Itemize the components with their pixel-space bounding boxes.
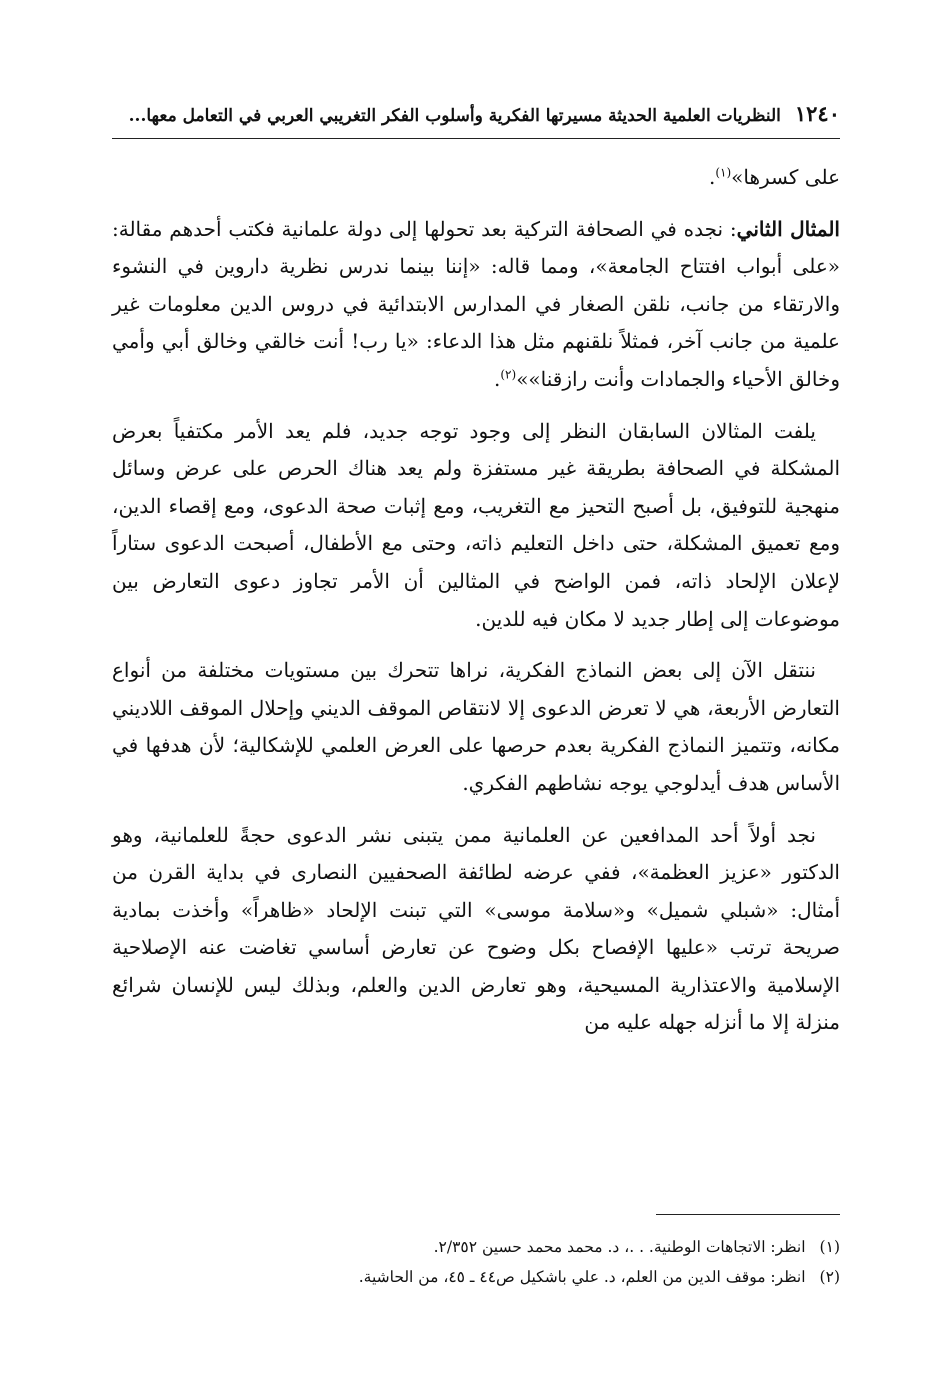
paragraph-example-two: [112, 211, 840, 399]
paragraph-end: .: [708, 165, 716, 189]
running-title: النظريات العلمية الحديثة مسيرتها الفكرية وأسلوب الفكر التغريبي العربي في التعامل معها...: [128, 106, 781, 126]
running-header: [112, 96, 840, 139]
footnote: [112, 1232, 840, 1262]
footnote-separator: [656, 1214, 840, 1215]
example-heading: المثال الثاني: [736, 216, 840, 241]
footnote-ref-1: (١): [715, 165, 732, 180]
paragraph-text: : نجده في الصحافة التركية بعد تحولها إلى دولة علمانية فكتب أحدهم مقالة: «على أبواب افتتاح الجامعة»، ومما قاله: «إننا بينما ندرس نظرية داروين في النشوء والارتقاء من جانب، نلقن الصغار في المدارس الابتدائية في دروس الدين معلومات غير علمية من جانب آخر، فمثلاً نلقنهم مثل هذا الدعاء: «يا رب! أنت خالقي وخالق أبي وأمي وخالق الأحياء والجمادات وأنت رازقنا»»: [112, 216, 840, 391]
footnote-text: انظر: الاتجاهات الوطنية. . .، د. محمد محمد حسين ٢/٣٥٢.: [433, 1238, 806, 1256]
paragraph-text: على كسرها»: [731, 165, 840, 189]
footnote-number: (٢): [819, 1268, 840, 1286]
footnote: [112, 1262, 840, 1292]
footnote-number: (١): [819, 1238, 840, 1256]
paragraph: يلفت المثالان السابقان النظر إلى وجود توجه جديد، فلم يعد الأمر مكتفياً بعرض المشكلة في الصحافة بطريقة غير مستفزة ولم يعد هناك الحرص على عرض وسائل منهجية للتوفيق، بل أصبح التحيز مع التغريب، ومع إثبات صحة الدعوى، ومع إقصاء الدين، ومع تعميق المشكلة، حتى داخل التعليم ذاته، وحتى مع الأطفال، أصبحت الدعوى ستاراً لإعلان الإلحاد ذاته، فمن الواضح في المثالين أن الأمر تجاوز دعوى التعارض بين موضوعات إلى إطار جديد لا مكان فيه للدين.: [112, 418, 840, 631]
footnotes: [112, 1232, 840, 1292]
paragraph: ننتقل الآن إلى بعض النماذج الفكرية، نراها تتحرك بين مستويات مختلفة من أنواع التعارض الأربعة، هي لا تعرض الدعوى إلا لانتقاص الموقف الديني وإحلال الموقف اللاديني مكانه، وتتميز النماذج الفكرية بعدم حرصها على العرض العلمي للإشكالية؛ لأن هدفها في الأساس هدف أيدلوجي يوجه نشاطهم الفكري.: [112, 658, 840, 795]
paragraph-continuation: [112, 159, 840, 197]
footnote-text: انظر: موقف الدين من العلم، د. علي باشكيل ص٤٤ ـ ٤٥، من الحاشية.: [358, 1268, 806, 1286]
body-text: [112, 159, 840, 1042]
paragraph: نجد أولاً أحد المدافعين عن العلمانية ممن يتبنى نشر الدعوى حجةً للعلمانية، وهو الدكتور «عزيز العظمة»، ففي عرضه لطائفة الصحفيين النصارى في بداية القرن من أمثال: «شبلي شميل» و«سلامة موسى» التي تبنت الإلحاد «ظاهراً» وأخذت بمادية صريحة ترتب «عليها الإفصاح بكل وضوح عن تعارض أساسي تغاضت عنه الإصلاحية الإسلامية والاعتذارية المسيحية، وهو تعارض الدين والعلم، وبذلك ليس للإنسان شرائع منزلة إلا ما أنزله جهله عليه من: [112, 822, 840, 1035]
page-number: ١٢٤٠: [794, 101, 840, 126]
footnote-ref-2: (٢): [500, 367, 517, 382]
paragraph-end: .: [494, 366, 501, 391]
page: [112, 96, 840, 1056]
